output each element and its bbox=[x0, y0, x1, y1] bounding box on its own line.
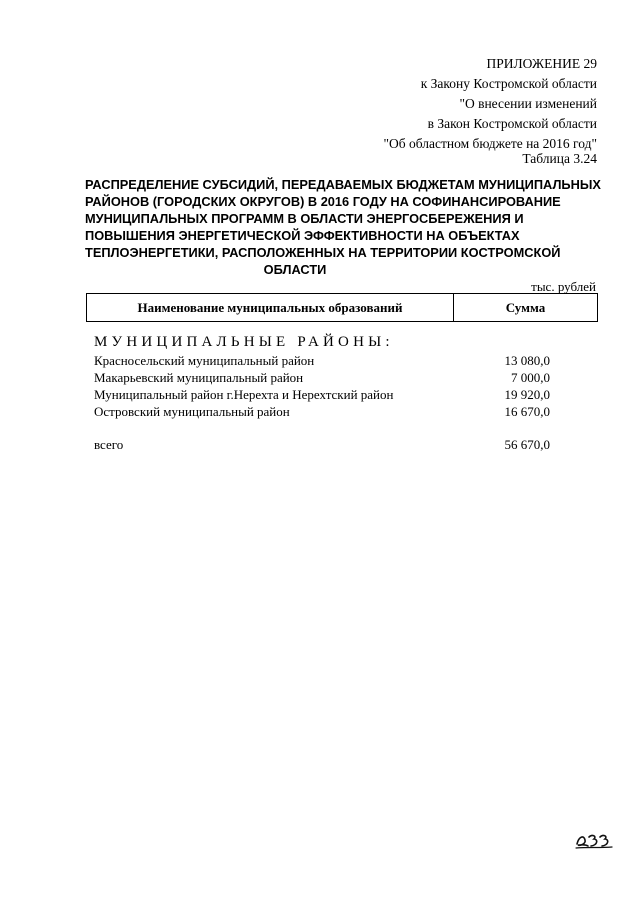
appendix-line: "Об областном бюджете на 2016 год" bbox=[383, 136, 597, 151]
units-label: тыс. рублей bbox=[531, 279, 596, 294]
table-row bbox=[94, 387, 550, 405]
table-row bbox=[94, 404, 550, 422]
appendix-line: к Закону Костромской области bbox=[420, 76, 597, 91]
row-value: 13 080,0 bbox=[504, 353, 550, 368]
table-row bbox=[94, 370, 550, 388]
appendix-line: в Закон Костромской области bbox=[427, 116, 597, 131]
section-title: МУНИЦИПАЛЬНЫЕ РАЙОНЫ: bbox=[94, 334, 394, 350]
total-label: всего bbox=[94, 437, 124, 452]
appendix-header bbox=[384, 54, 598, 154]
table-row bbox=[94, 353, 550, 371]
header-sum-column: Сумма bbox=[505, 299, 546, 315]
title-line: МУНИЦИПАЛЬНЫХ ПРОГРАММ В ОБЛАСТИ ЭНЕРГОСБЕРЕЖЕНИЯ И bbox=[85, 211, 524, 226]
row-name: Красносельский муниципальный район bbox=[94, 353, 315, 368]
title-line: ПОВЫШЕНИЯ ЭНЕРГЕТИЧЕСКОЙ ЭФФЕКТИВНОСТИ НА ОБЪЕКТАХ bbox=[85, 228, 520, 243]
appendix-line: "О внесении изменений bbox=[459, 96, 597, 111]
document-title bbox=[85, 176, 601, 278]
title-line: РАЙОНОВ (ГОРОДСКИХ ОКРУГОВ) В 2016 ГОДУ НА СОФИНАНСИРОВАНИЕ bbox=[85, 194, 561, 209]
table-header bbox=[86, 293, 598, 322]
row-value: 16 670,0 bbox=[504, 404, 550, 419]
total-row bbox=[94, 437, 550, 455]
title-line: ТЕПЛОЭНЕРГЕТИКИ, РАСПОЛОЖЕННЫХ НА ТЕРРИТОРИИ КОСТРОМСКОЙ bbox=[85, 245, 561, 260]
table-number: Таблица 3.24 bbox=[522, 151, 597, 166]
handwritten-page-number bbox=[574, 828, 614, 850]
row-value: 7 000,0 bbox=[511, 370, 550, 385]
total-value: 56 670,0 bbox=[504, 437, 550, 452]
title-line: ОБЛАСТИ bbox=[263, 262, 327, 277]
row-name: Макарьевский муниципальный район bbox=[94, 370, 304, 385]
row-value: 19 920,0 bbox=[504, 387, 550, 402]
appendix-line: ПРИЛОЖЕНИЕ 29 bbox=[486, 56, 597, 71]
row-name: Островский муниципальный район bbox=[94, 404, 290, 419]
header-name-column: Наименование муниципальных образований bbox=[87, 294, 454, 321]
title-line: РАСПРЕДЕЛЕНИЕ СУБСИДИЙ, ПЕРЕДАВАЕМЫХ БЮДЖЕТАМ МУНИЦИПАЛЬНЫХ bbox=[85, 177, 601, 192]
row-name: Муниципальный район г.Нерехта и Нерехтский район bbox=[94, 387, 394, 402]
